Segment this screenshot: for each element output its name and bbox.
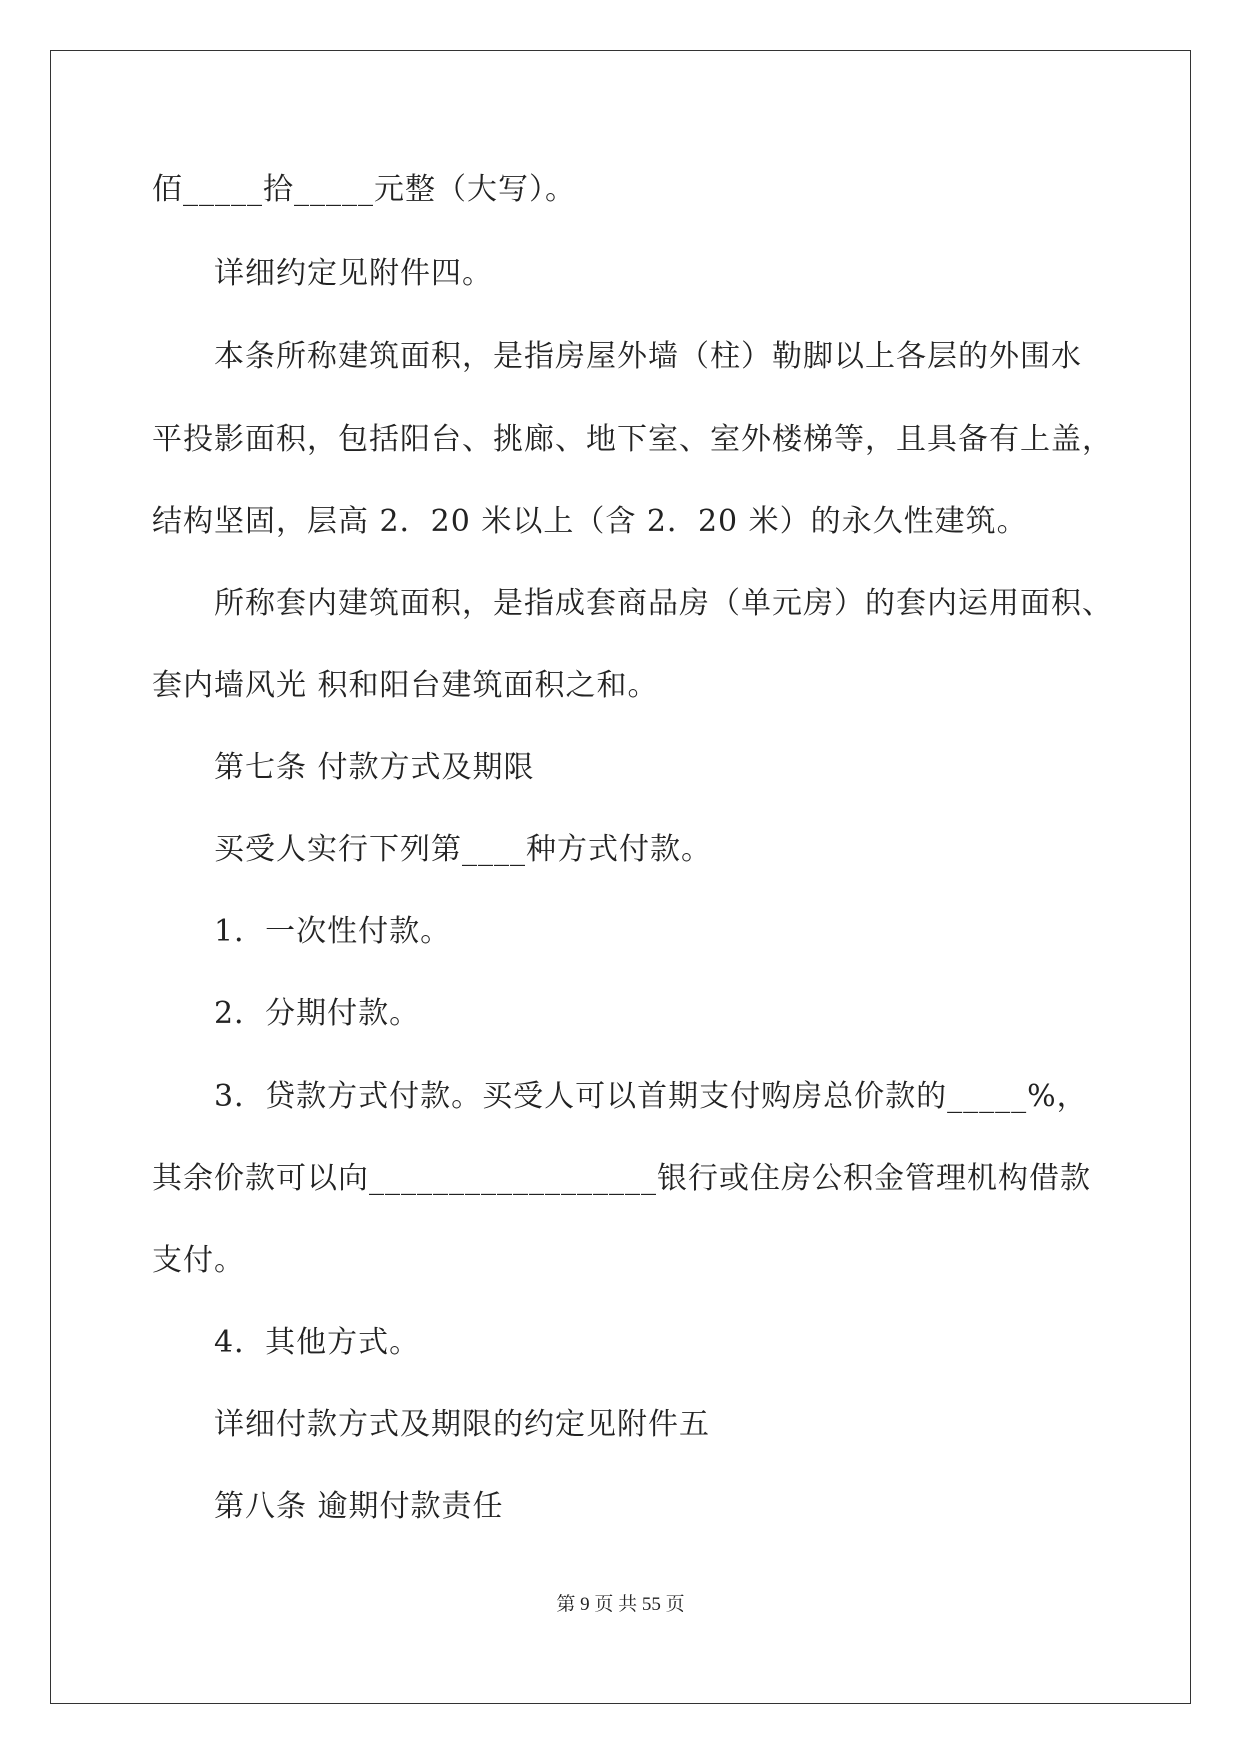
page-border [50,50,1191,1704]
paragraph-amount-line: 佰_____拾_____元整（大写）。 [152,172,576,207]
heading-article-eight: 第八条 逾期付款责任 [214,1489,504,1524]
paragraph-building-area-1: 本条所称建筑面积，是指房屋外墙（柱）勒脚以上各层的外围水 [214,339,1082,374]
paragraph-appendix-four: 详细约定见附件四。 [214,256,493,291]
heading-article-seven: 第七条 付款方式及期限 [214,750,535,785]
paragraph-appendix-five: 详细付款方式及期限的约定见附件五 [214,1407,710,1442]
paragraph-interior-area-2: 套内墙风光 积和阳台建筑面积之和。 [152,668,659,703]
list-item-lump-sum: 1．一次性付款。 [214,914,452,949]
list-item-loan-1: 3．贷款方式付款。买受人可以首期支付购房总价款的_____%， [214,1079,1088,1114]
list-item-loan-2: 其余价款可以向__________________银行或住房公积金管理机构借款 [152,1161,1091,1196]
list-item-other: 4．其他方式。 [214,1325,421,1360]
paragraph-building-area-3: 结构坚固，层高 2．20 米以上（含 2．20 米）的永久性建筑。 [152,504,1028,539]
list-item-installment: 2．分期付款。 [214,996,421,1031]
paragraph-building-area-2: 平投影面积，包括阳台、挑廊、地下室、室外楼梯等，且具备有上盖， [152,422,1113,457]
paragraph-interior-area-1: 所称套内建筑面积，是指成套商品房（单元房）的套内运用面积、 [214,586,1113,621]
paragraph-payment-choice: 买受人实行下列第____种方式付款。 [214,832,712,867]
page-number-footer: 第 9 页 共 55 页 [556,1594,685,1615]
list-item-loan-3: 支付。 [152,1243,245,1278]
